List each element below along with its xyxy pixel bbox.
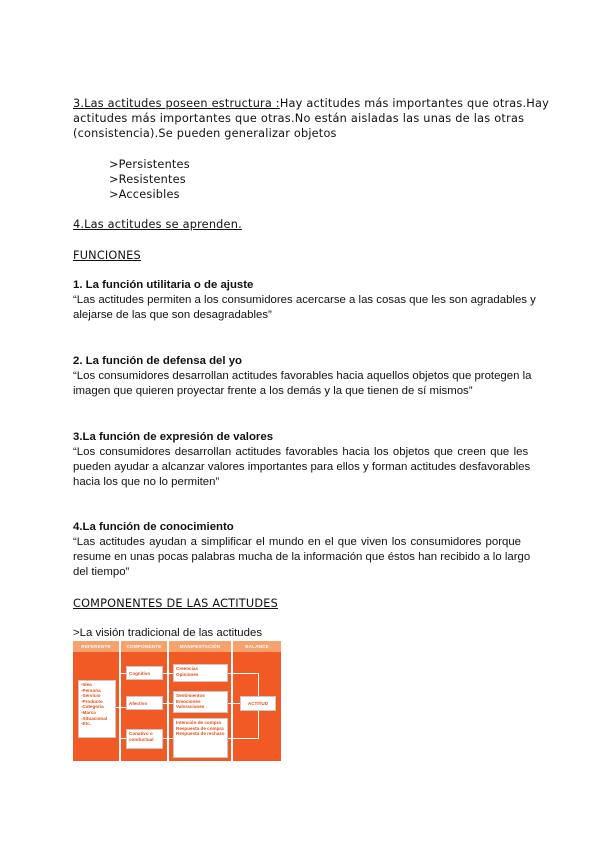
referente-item: -Etc. [81,721,91,727]
referente-item: -Idea [81,682,92,687]
connector-line [163,673,173,674]
function-1-title: 1. La función utilitaria o de ajuste [73,279,254,291]
connector-line [258,673,259,696]
text-line: resume en unas pocas palabras mucha de la información que éstos han recibido a lo largo [73,551,531,564]
header-referente: REFERENTE [73,641,119,652]
function-3-title: 3.La función de expresión de valores [73,431,274,443]
connector-line [228,673,258,674]
section-3-text-1: Hay actitudes más importantes que otras.Hay [279,97,550,110]
referente-item: -Categoría [81,704,104,710]
text-line: “Las actitudes permiten a los consumidores acercarse a las cosas que les son agradables y [73,294,536,306]
section-3-text-3: (consistencia).Se pueden generalizar objetos [73,127,337,141]
section-3-paragraph [73,96,550,142]
text-line: del tiempo” [73,566,130,579]
connector-line [228,703,240,704]
referente-item: -Producto [81,698,103,704]
function-2-text [73,369,532,399]
referente-box [78,680,116,738]
function-2-title: 2. La función de defensa del yo [73,355,242,367]
connector-line [119,673,126,674]
section-4-heading: 4.Las actitudes se aprenden. [73,218,242,231]
list-item: >Accesibles [109,188,180,202]
referente-item: -Persona [81,687,101,693]
componentes-title: COMPONENTES DE LAS ACTITUDES [73,597,278,610]
connector-line [258,711,259,739]
connector-line [163,703,173,704]
function-4-text [73,535,531,581]
list-item: >Resistentes [109,173,186,187]
manifestacion-afectiva: Sentimientos Emociones Valoraciones [173,691,228,713]
text-line: “Las actitudes ayudan a simplificar el mundo en el que viven los consumidores porque [73,536,521,548]
component-afectivo: Afectivo [126,696,163,710]
section-3-text-2: actitudes más importantes que otras.No están aisladas las unas de las otras [73,112,525,126]
referente-item: -Marca [81,709,96,715]
connector-line [119,673,120,739]
function-3-text [73,445,531,491]
section-3-heading: 3.Las actitudes poseen estructura : [73,97,280,110]
manifestacion-cognitiva: Creencias Opiniones [173,664,228,682]
vision-label: >La visión tradicional de las actitudes [73,627,263,639]
text-line: “Los consumidores desarrollan actitudes favorables hacia aquellos objetos que protegen la [73,370,532,382]
text-line: “Los consumidores desarrollan actitudes favorables hacia los objetos que creen que les [73,446,529,458]
connector-line [163,738,173,739]
connector-line [116,707,126,708]
header-componente: COMPONENTE [121,641,167,652]
text-line: pueden ayudar a alcanzar valores importantes para ellos y forman actitudes desfavorables [73,461,531,474]
component-conativo: Conativo o conductual [126,729,163,749]
component-cognitivo: Cognitivo [126,666,163,680]
balance-actitud: ACTITUD [240,696,276,711]
referente-item: -Servicio [81,693,101,699]
function-4-title: 4.La función de conocimiento [73,521,234,533]
attitudes-diagram [73,641,281,761]
properties-list [109,157,190,203]
connector-line [119,738,126,739]
list-item: >Persistentes [109,158,190,171]
funciones-title: FUNCIONES [73,249,141,262]
manifestacion-conativa: Intención de compra Respuesta de compra Respuesta de rechazo [173,718,228,758]
text-line: alejarse de las que son desagradables” [73,309,272,322]
header-balance: BALANCE [233,641,281,652]
connector-line [228,738,258,739]
header-manifestacion: MANIFESTACIÓN [169,641,231,652]
referente-item: -Situacional [81,715,108,721]
text-line: imagen que quieren proyectar frente a los demás y la que tienen de sí mismos” [73,385,473,398]
text-line: hacia los que no lo permiten” [73,476,220,489]
function-1-text [73,293,536,323]
